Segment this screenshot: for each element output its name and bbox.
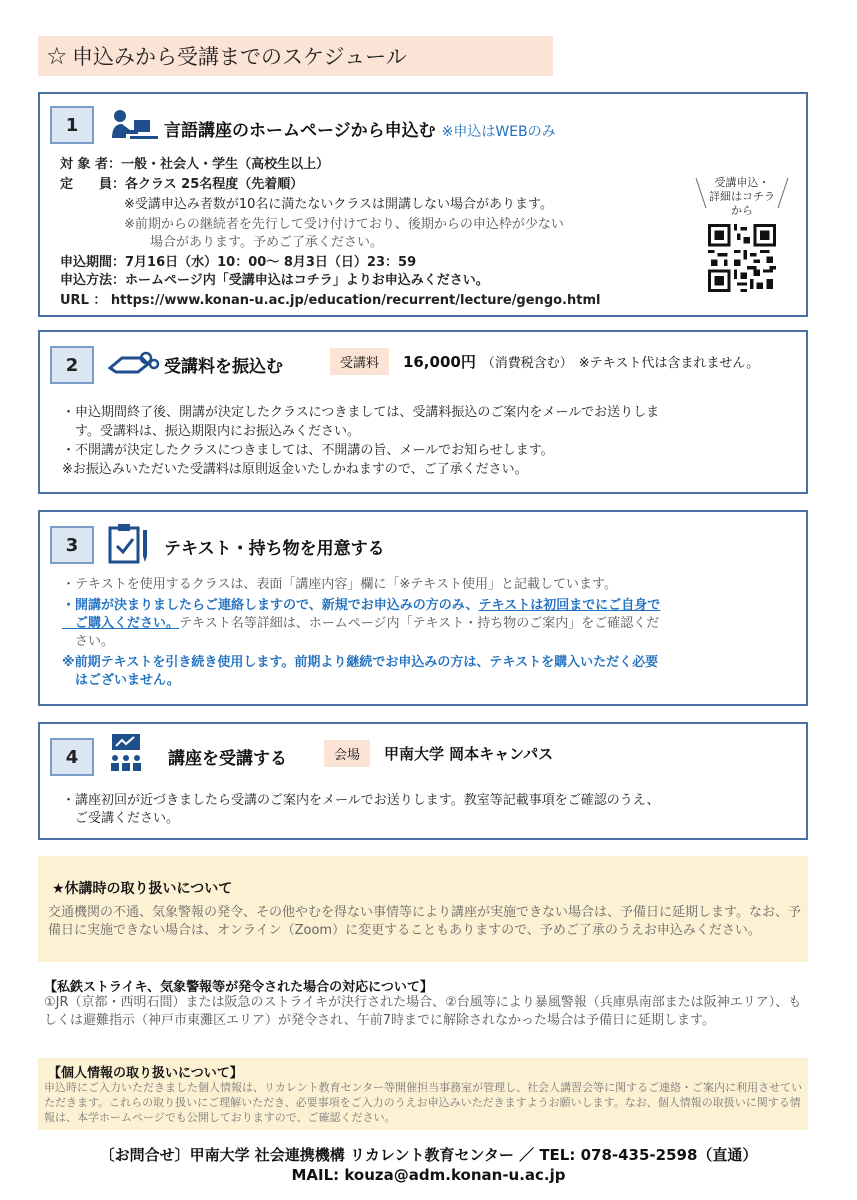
lecture-url-link[interactable]: https://www.konan-u.ac.jp/education/recurrent/lecture/gengo.html bbox=[110, 293, 601, 308]
cancellation-notice bbox=[38, 856, 808, 962]
step-number: 1 bbox=[50, 106, 94, 144]
schedule-header bbox=[38, 36, 553, 76]
capacity-note-2b: 場合があります。予めご了承ください。 bbox=[150, 235, 383, 250]
url-row: URL ： https://www.konan-u.ac.jp/education/recurrent/lecture/gengo.html bbox=[60, 293, 601, 308]
step-2-card bbox=[38, 330, 808, 494]
fee-note: ※テキスト代は含まれません。 bbox=[578, 356, 760, 371]
venue-row bbox=[324, 740, 553, 767]
step-2-line-3: ・不開講が決定したクラスにつきましては、不開講の旨、メールでお知らせします。 bbox=[62, 443, 554, 458]
step-4-title: 講座を受講する bbox=[168, 749, 287, 769]
step-number: 3 bbox=[50, 526, 94, 564]
application-period: 申込期間：7月16日（水）10：00～ 8月3日（日）23：59 bbox=[60, 255, 417, 270]
lecture-class-icon bbox=[108, 732, 144, 774]
cancellation-body: 交通機関の不通、気象警報の発令、その他やむを得ない事情等により講座が実施できない場合は、予備日に延期します。なお、予備日に実施できない場合は、オンライン（Zoom）に変更することもありますので、予めご了承のうえお申込みください。 bbox=[48, 905, 801, 938]
step-1-card bbox=[38, 92, 808, 317]
money-transfer-icon bbox=[108, 350, 160, 378]
step-number: 4 bbox=[50, 738, 94, 776]
step-number: 2 bbox=[50, 346, 94, 384]
privacy-notice bbox=[38, 1058, 808, 1130]
step-4-line-1: ・講座初回が近づきましたら受講のご案内をメールでお送りします。教室等記載事項をご確認のうえ、 bbox=[62, 793, 660, 808]
step-3-line-2: ・開講が決まりましたらご連絡しますので、新規でお申込みの方のみ、テキストは初回までにご自身で bbox=[62, 598, 661, 613]
cancellation-title: ★休講時の取り扱いについて bbox=[52, 881, 233, 897]
venue-tag: 会場 bbox=[324, 740, 370, 767]
contact-mail[interactable]: MAIL: kouza@adm.konan-u.ac.jp bbox=[291, 1166, 566, 1184]
step-1-title: 言語講座のホームページから申込む ※申込はWEBのみ bbox=[164, 121, 556, 141]
step-2-title: 受講料を振込む bbox=[164, 357, 283, 377]
contact-line: 〔お問合せ〕甲南大学 社会連携機構 リカレント教育センター ／ TEL: 078-435-2598（直通） bbox=[99, 1146, 758, 1164]
fee-value: 16,000円 bbox=[402, 353, 476, 371]
step-3-line-4: さい。 bbox=[62, 634, 115, 649]
strike-title: 【私鉄ストライキ、気象警報等が発令された場合の対応について】 bbox=[44, 980, 433, 995]
strike-body: ①JR（京都・西明石間）または阪急のストライキが決行された場合、②台風等により暴風警報（兵庫県南部または阪神エリア）、もしくは避難指示（神戸市東灘区エリア）が発令され、午前7時までに解除されなかった場合は予備日に延期します。 bbox=[44, 995, 802, 1028]
step-2-line-1: ・申込期間終了後、開講が決定したクラスにつきましては、受講料振込のご案内をメールでお送りしま bbox=[62, 405, 660, 420]
fee-tax: （消費税含む） bbox=[481, 356, 573, 371]
fee-row bbox=[330, 348, 759, 375]
capacity-row: 定 員：各クラス 25名程度（先着順） bbox=[60, 177, 304, 192]
step-2-line-4: ※お振込みいただいた受講料は原則返金いたしかねますので、ご了承ください。 bbox=[62, 462, 528, 477]
application-method: 申込方法：ホームページ内「受講申込はコチラ」よりお申込みください。 bbox=[60, 273, 489, 288]
qr-caption-brackets bbox=[692, 174, 792, 214]
step-3-line-6: はございません。 bbox=[62, 673, 180, 688]
step-4-card bbox=[38, 722, 808, 840]
star-icon: ☆ bbox=[46, 42, 68, 70]
step-3-line-3: ご購入ください。テキスト名等詳細は、ホームページ内「テキスト・持ち物のご案内」をご確認くだ bbox=[62, 616, 660, 631]
step-3-line-5: ※前期テキストを引き続き使用します。前期より継続でお申込みの方は、テキストを購入いただく必要 bbox=[62, 655, 659, 670]
web-only-note: ※申込はWEBのみ bbox=[441, 124, 556, 140]
step-3-line-1: ・テキストを使用するクラスは、表面「講座内容」欄に「※テキスト使用」と記載しています。 bbox=[62, 577, 617, 592]
privacy-title: 【個人情報の取り扱いについて】 bbox=[48, 1066, 243, 1081]
step-2-line-2: す。受講料は、振込期限内にお振込みください。 bbox=[62, 424, 360, 439]
computer-user-icon bbox=[108, 108, 160, 142]
fee-tag: 受講料 bbox=[330, 348, 389, 375]
capacity-note-1: ※受講申込み者数が10名に満たないクラスは開講しない場合があります。 bbox=[124, 197, 554, 212]
venue-value: 甲南大学 岡本キャンパス bbox=[383, 745, 554, 763]
step-3-card bbox=[38, 510, 808, 706]
step-4-line-2: ご受講ください。 bbox=[62, 811, 180, 826]
target-row: 対 象 者：一般・社会人・学生（高校生以上） bbox=[60, 157, 330, 172]
qr-code-icon[interactable] bbox=[708, 224, 776, 292]
privacy-body: 申込時にご入力いただきました個人情報は、リカレント教育センター等開催担当事務室が管理し、社会人講習会等に関するご連絡・ご案内に利用させていただきます。これらの取り扱いにご理解いただき、必要事項をご入力のうえお申込みいただきますようお願いします。なお、個人情報の取扱いに関する情報は、本学ホームページでも公開しておりますので、ご確認ください。 bbox=[44, 1081, 803, 1124]
header-title: 申込みから受講までのスケジュール bbox=[72, 45, 407, 69]
capacity-note-2a: ※前期からの継続者を先行して受け付けており、後期からの申込枠が少ない bbox=[124, 217, 564, 232]
clipboard-check-icon bbox=[108, 522, 152, 564]
step-3-title: テキスト・持ち物を用意する bbox=[164, 539, 385, 559]
qr-block: 受講申込・ 詳細はコチラ から bbox=[692, 176, 792, 296]
